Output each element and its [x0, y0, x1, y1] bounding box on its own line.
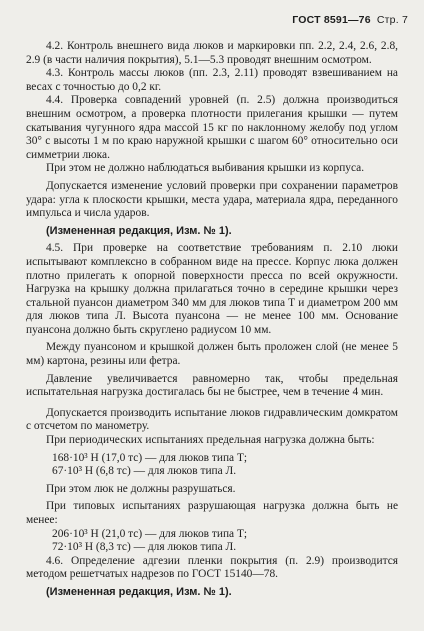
paragraph-4-3: 4.3. Контроль массы люков (пп. 2.3, 2.11) проводят взвешиванием на весах с точностью до 0,2 кг.: [26, 67, 398, 93]
paragraph-4-6: 4.6. Определение адгезии пленки покрытия (п. 2.9) производится методом решетчатых надрезов по ГОСТ 15140—78.: [26, 554, 398, 581]
paragraph-pressure: Давление увеличивается равномерно так, чтобы предельная испытательная нагрузка достигалась бы не быстрее, чем в течение 4 мин.: [26, 372, 398, 399]
standard-number: ГОСТ 8591—76: [292, 14, 371, 26]
paragraph-allowed-change: Допускается изменение условий проверки при сохранении параметров удара: угла к плоскости крышки, места удара, материала ядра, переданного импульса и числа ударов.: [26, 179, 398, 220]
paragraph-4-2: 4.2. Контроль внешнего вида люков и маркировки пп. 2.2, 2.4, 2.6, 2.8, 2.9 (в части наличия покрытия), 5.1—5.3 проводят внешним осмотром.: [26, 40, 398, 66]
amendment-note: (Измененная редакция, Изм. № 1).: [46, 224, 232, 237]
breaking-load-type-t: 206·10³ Н (21,0 тс) — для люков типа Т;: [52, 527, 248, 540]
paragraph-type-tests: При типовых испытаниях разрушающая нагрузка должна быть не менее:: [26, 500, 398, 526]
breaking-load-type-l: 72·10³ Н (8,3 тс) — для люков типа Л.: [52, 541, 237, 554]
paragraph-periodic-tests: При периодических испытаниях предельная нагрузка должна быть:: [46, 434, 375, 447]
page-header: [292, 14, 408, 26]
paragraph-gasket-layer: Между пуансоном и крышкой должен быть проложен слой (не менее 5 мм) картона, резины или фетра.: [26, 341, 398, 368]
paragraph-4-5: 4.5. При проверке на соответствие требованиям п. 2.10 люки испытывают комплексно в собранном виде на прессе. Корпус люка должен плотно прилегать к опорной поверхности пресса по всей окружности. Нагрузка на крышку должна прилагаться точно в середине крышки через стальной пуансон диаметром 340 мм для люков типа Т и диаметром 200 мм для люков типа Л. Высота пуансона — не менее 100 мм. Основание пуансона должно быть скруглено радиусом 10 мм.: [26, 242, 398, 336]
paragraph-no-failure: При этом люк не должны разрушаться.: [46, 482, 236, 495]
paragraph-no-knockout: При этом не должно наблюдаться выбивания крышки из корпуса.: [46, 162, 365, 175]
document-body: [26, 40, 398, 600]
paragraph-4-4: 4.4. Проверка совпадений уровней (п. 2.5) должна производиться внешним осмотром, а проверка плотности прилегания крышки — путем скатывания чугунного ядра массой 15 кг по наклонному желобу под углом 30° с высоты 1 м по краю наружной крышки с шагом 60° относительно оси симметрии люка.: [26, 94, 398, 161]
paragraph-hydraulic-jack: Допускается производить испытание люков гидравлическим домкратом с отсчетом по манометру.: [26, 406, 398, 433]
periodic-load-type-l: 67·10³ Н (6,8 тс) — для люков типа Л.: [52, 465, 237, 478]
page-number: Стр. 7: [376, 14, 408, 26]
amendment-note-2: (Измененная редакция, Изм. № 1).: [46, 585, 232, 598]
periodic-load-type-t: 168·10³ Н (17,0 тс) — для люков типа Т;: [52, 451, 248, 464]
